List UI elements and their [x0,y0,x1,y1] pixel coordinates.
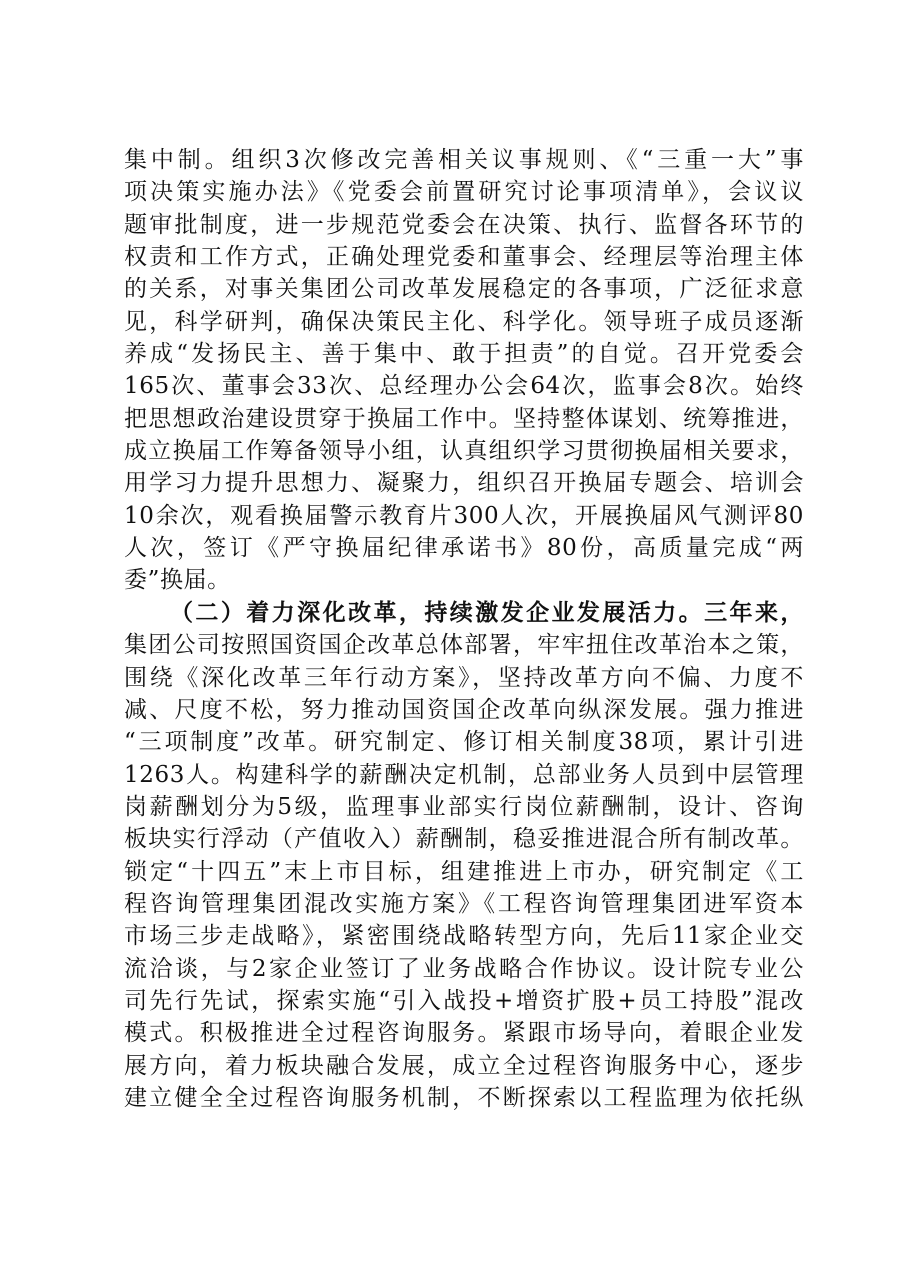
text-line-26: 流洽谈，与2家企业签订了业务战略合作协议。设计院专业公 [124,955,804,982]
text-line-20: 1263人。构建科学的薪酬决定机制，总部业务人员到中层管理 [124,761,804,788]
text-line-19: “三项制度”改革。研究制定、修订相关制度38项，累计引进 [124,729,804,756]
text-line-7: 养成“发扬民主、善于集中、敢于担责”的自觉。召开党委会 [124,341,804,368]
text-line-16: 集团公司按照国资国企改革总体部署，牢牢扭住改革治本之策， [124,632,804,659]
text-line-30: 建立健全全过程咨询服务机制，不断探索以工程监理为依托纵 [124,1084,804,1111]
text-line-3: 题审批制度，进一步规范党委会在决策、执行、监督各环节的 [124,211,804,238]
text-line-12: 10余次，观看换届警示教育片300人次，开展换届风气测评80 [124,502,804,529]
text-line-27: 司先行先试，探索实施“引入战投+增资扩股+员工持股”混改 [124,987,804,1014]
text-line-25: 市场三步走战略》，紧密围绕战略转型方向，先后11家企业交 [124,923,804,950]
text-line-18: 减、尺度不松，努力推动国资国企改革向纵深发展。强力推进 [124,696,804,723]
text-line-29: 展方向，着力板块融合发展，成立全过程咨询服务中心，逐步 [124,1052,804,1079]
body-text [124,144,804,1114]
text-line-28: 模式。积极推进全过程咨询服务。紧跟市场导向，着眼企业发 [124,1020,804,1047]
text-line-1: 集中制。组织3次修改完善相关议事规则、《“三重一大”事 [124,147,804,173]
text-line-2: 项决策实施办法》《党委会前置研究讨论事项清单》，会议议 [124,179,804,206]
text-line-5: 的关系，对事关集团公司改革发展稳定的各事项，广泛征求意 [124,276,804,303]
text-line-13: 人次，签订《严守换届纪律承诺书》80份，高质量完成“两 [124,535,804,562]
text-line-4: 权责和工作方式，正确处理党委和董事会、经理层等治理主体 [124,244,804,271]
text-line-21: 岗薪酬划分为5级，监理事业部实行岗位薪酬制，设计、咨询 [124,793,804,820]
text-line-23: 锁定“十四五”末上市目标，组建推进上市办，研究制定《工 [124,858,804,885]
text-line-24: 程咨询管理集团混改实施方案》《工程咨询管理集团进军资本 [124,890,804,917]
text-line-22: 板块实行浮动（产值收入）薪酬制，稳妥推进混合所有制改革。 [124,826,804,853]
section-heading-line: （二）着力深化改革，持续激发企业发展活力。三年来， [170,598,804,626]
text-line-6: 见，科学研判，确保决策民主化、科学化。领导班子成员逐渐 [124,308,804,335]
text-line-11: 用学习力提升思想力、凝聚力，组织召开换届专题会、培训会 [124,470,804,497]
text-line-17: 围绕《深化改革三年行动方案》，坚持改革方向不偏、力度不 [124,664,804,691]
text-line-8: 165次、董事会33次、总经理办公会64次，监事会8次。始终 [124,373,804,400]
text-line-10: 成立换届工作筹备领导小组，认真组织学习贯彻换届相关要求， [124,438,804,465]
text-line-9: 把思想政治建设贯穿于换届工作中。坚持整体谋划、统筹推进， [124,405,804,432]
text-line-14: 委”换届。 [124,567,231,594]
